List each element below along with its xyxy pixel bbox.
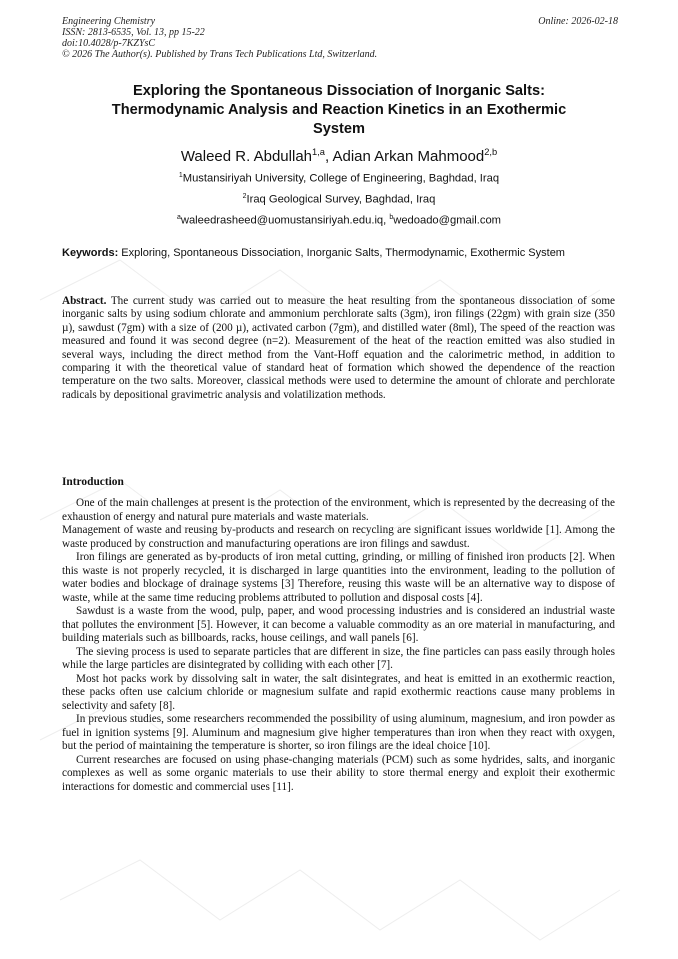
paper-title (62, 82, 616, 139)
title-line-2: Thermodynamic Analysis and Reaction Kinetics in an Exothermic (111, 102, 567, 118)
keywords-text: Exploring, Spontaneous Dissociation, Inorganic Salts, Thermodynamic, Exothermic System (118, 247, 565, 259)
intro-paragraph: Sawdust is a waste from the wood, pulp, paper, and wood processing industries and is considered an industrial waste that pollutes the environment [5]. However, it can become a valuable commodity as an ore material in manufacturing, and building materials such as billboards, racks, house ceilings, and wall panels [6]. (62, 605, 615, 644)
keywords-section (62, 247, 616, 260)
intro-paragraph: Most hot packs work by dissolving salt in water, the salt disintegrates, and heat is emitted in an exothermic reaction, these packs often use calcium chloride or magnesium sulfate and rapid exothermic reactions cause many problems in selectivity and safety [8]. (62, 672, 615, 712)
email-a-link[interactable]: waleedrasheed@uomustansiriyah.edu.iq, (180, 214, 390, 227)
intro-paragraph: Management of waste and reusing by-products and research on recycling are significant issues worldwide [1]. Among the waste produced by construction and manufacturing operations are iron filings and sawdust. (62, 524, 615, 550)
keywords-label: Keywords: (62, 247, 119, 259)
copyright-line: © 2026 The Author(s). Published by Trans Tech Publications Ltd, Switzerland. (62, 49, 378, 60)
introduction-heading: Introduction (62, 476, 124, 488)
affiliation-2-text: Iraq Geological Survey, Baghdad, Iraq (246, 193, 436, 206)
affiliation-2 (62, 190, 616, 207)
introduction-body (62, 497, 615, 794)
doi-link[interactable]: doi:10.4028/p-7KZYsC (62, 38, 156, 49)
journal-header (62, 16, 618, 60)
email-b-link[interactable]: wedoado@gmail.com (393, 214, 501, 227)
issn-line: ISSN: 2813-6535, Vol. 13, pp 15-22 (62, 27, 205, 38)
author-2-sup: 2,b (484, 147, 498, 157)
intro-paragraph: The sieving process is used to separate particles that are different in size, the fine particles can pass easily through holes while the large particles are disintegrated by colliding with each other [7]. (62, 645, 615, 671)
online-date: Online: 2026-02-18 (538, 16, 618, 27)
intro-paragraph: Iron filings are generated as by-products of iron metal cutting, grinding, or milling of finished iron products [2]. When this waste is not properly recycled, it is discharged in large quantities into the environment, leading to the pollution of water bodies and blockage of drainage systems [3] Therefore, reusing this waste will be an alternative way to dispose of waste, while at the same time reducing problems attributed to pollution and disposal costs [4]. (62, 551, 615, 604)
author-1: Waleed R. Abdullah (180, 148, 313, 165)
affiliation-1-sup: 1 (178, 172, 183, 179)
title-line-3: System (313, 121, 365, 137)
intro-paragraph: Current researches are focused on using phase-changing materials (PCM) such as some hydrides, salts, and inorganic complexes as well as some organic materials to use their ability to store thermal energy and exploit their exothermic interactions for domestic and commercial uses [11]. (62, 753, 615, 793)
email-a-sup: a (177, 214, 181, 221)
abstract-text: The current study was carried out to measure the heat resulting from the spontaneous dissociation of some inorganic salts by using sodium chlorate and ammonium perchlorate salts (3gm), iron filings (22gm) with grain size (350 µ), sawdust (7gm) with a size of (200 µ), activated carbon (7gm), and distilled water (8ml), The speed of the reaction was measured and found it was second degree (n=2). Measurement of the heat of the reaction emitted was also studied in several ways, including the direct method from the Vant-Hoff equation and the calorimetric method, in addition to comparing it with the theoretical value of standard heat of formation which showed the dependence of the reaction temperature on the two salts. Moreover, classical methods were used to determine the amount of chlorate and perchlorate radicals by depositional gravimetric analysis and volatilization methods. (62, 295, 615, 401)
intro-paragraph: One of the main challenges at present is the protection of the environment, which is represented by the decreasing of the exhaustion of energy and natural pure materials and waste materials. (62, 497, 615, 523)
abstract-section (62, 295, 615, 402)
author-1-sup: 1,a (312, 147, 325, 157)
affiliation-1-text: Mustansiriyah University, College of Engineering, Baghdad, Iraq (182, 172, 500, 185)
journal-name: Engineering Chemistry (62, 16, 156, 27)
affiliation-1 (62, 169, 616, 186)
abstract-label: Abstract. (62, 295, 107, 307)
author-emails (62, 211, 616, 228)
intro-paragraph: In previous studies, some researchers recommended the possibility of using aluminum, magnesium, and iron powder as fuel in ignition systems [9]. Aluminum and magnesium give higher temperatures than iron when they react with oxygen, but the period of maintaining the temperature is shorter, so iron filings are the ideal choice [10]. (62, 713, 615, 752)
author-2: Adian Arkan Mahmood (332, 148, 485, 165)
email-b-sup: b (389, 214, 394, 221)
author-list (62, 143, 616, 166)
title-line-1: Exploring the Spontaneous Dissociation of Inorganic Salts: (133, 83, 545, 99)
affiliation-2-sup: 2 (242, 193, 247, 200)
author-separator: , (324, 148, 333, 165)
